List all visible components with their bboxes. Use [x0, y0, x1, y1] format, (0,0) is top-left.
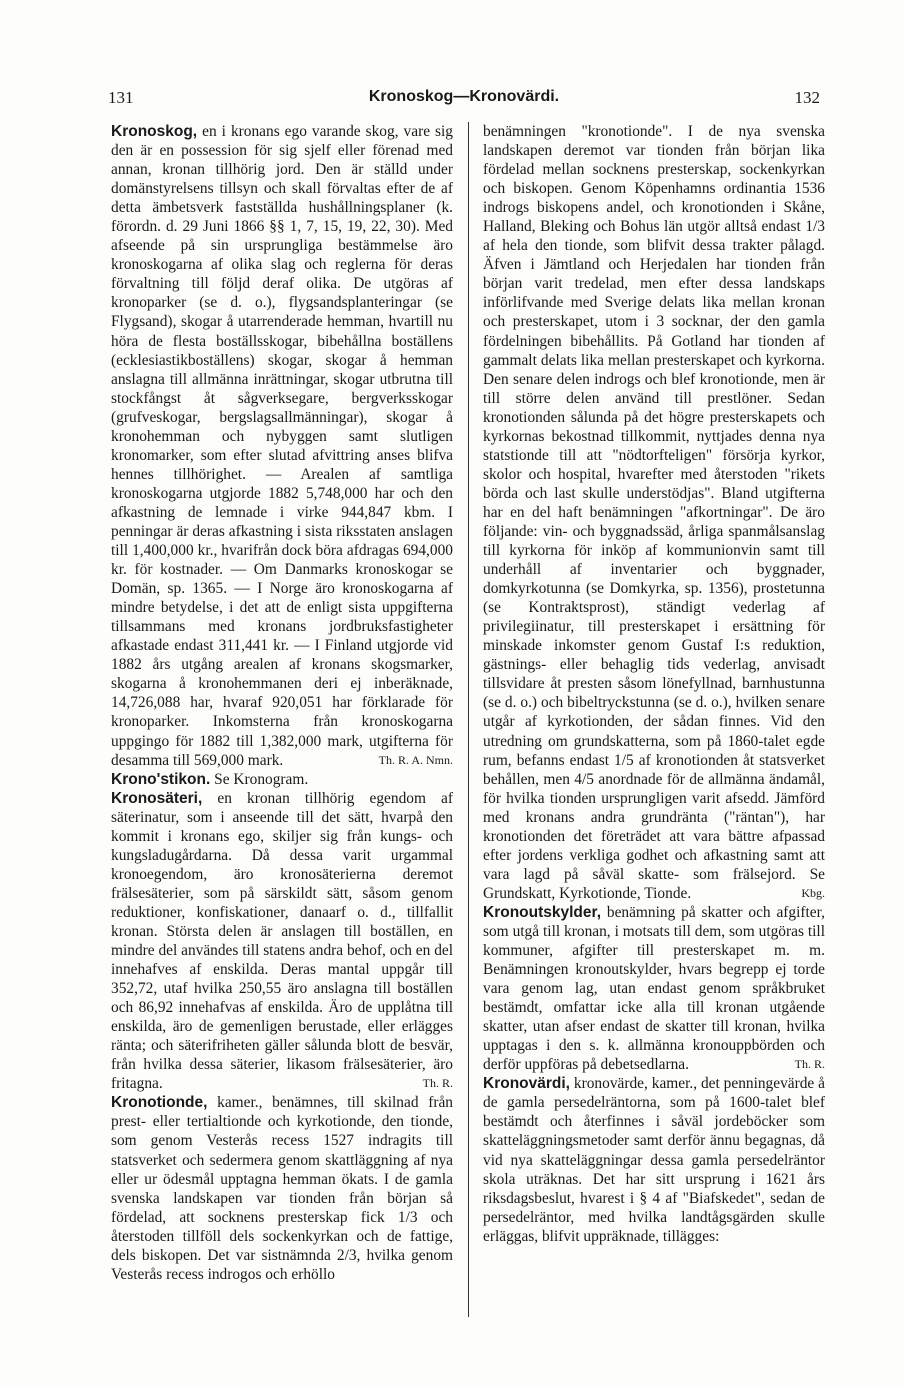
left-column [111, 122, 453, 1284]
entry-text: en i kronans ego varande skog, vare sig den är en possession för sig sjelf eller förenad med annan, kronan tillhörig jord. Den är ställd under domänstyrelsens tillsyn och skall förvaltas efter de af detta ämbetsverk fastställda hushållningsplaner (k. förordn. d. 29 Juni 1866 §§ 1, 7, 15, 19, 22, 30). Med afseende på sin ursprungliga bestämmelse äro kronoskogarna af olika slag och reglerna för deras förvaltning till följd deraf olika. De utgöras af kronoparker (se d. o.), flygsandsplanteringar (se Flygsand), skogar å utarrenderade hemman, hvartill nu höra de flesta boställsskogar, bibehållna boställens (ecklesiastikboställens) skogar, skogar å hemman anslagna till allmänna inrättningar, skogar utbrutna till stockfångst åt sågverksegare, bergverksskogar (grufveskogar, bergslagsallmänningar), skogar å kronohemman och nybyggen samt slutligen kronomarker, som efter slutad afvittring anses blifva hennes tillhörighet. — Arealen af samtliga kronoskogarna utgjorde 1882 5,748,000 har och den afkastning de lemnade i virke 944,847 kbm. I penningar är deras afkastning i sista riksstaten anslagen till 1,400,000 kr., hvarifrån dock böra afdragas 694,000 kr. för kostnader. — Om Danmarks kronoskogar se Domän, sp. 1365. — I Norge äro kronoskogarna af mindre betydelse, i det att de enligt sista uppgifterna tillsammans med kronans jordbruksfastigheter afkastade endast 311,441 kr. — I Finland utgjorde vid 1882 års utgång arealen af kronans skogsmarker, skogarna å kronohemmanen deri ej inberäknade, 14,726,088 har, hvaraf 920,051 har förklarade för kronoparker. Inkomsterna från kronoskogarna uppgingo för 1882 till 1,382,000 mark, utgifterna för desamma till 569,000 mark. [111, 123, 453, 769]
author-signature: Th. R. A. Nmn. [378, 752, 453, 767]
entry-text: benämning på skatter och afgifter, som utgå till kronan, i motsats till dem, som utgöras till kommuner, afgifter till presterskapet m. m. Benämningen kronoutskylder, hvars begrepp ej torde vara genom lag, utan endast genom språkbruket bestämdt, omfattar icke alla till kronan utgående skatter, utan afser endast de skatter till kronan, hvilka upptagas i den s. k. allmänna kronouppbörden och derför uppföras på debetsedlarna. [483, 903, 825, 1074]
entry-kronoskog [111, 122, 453, 770]
entry-text: kamer., benämnes, till skilnad från prest- eller tertialtionde och kyrkotionde, den tionde, som genom Vesterås recess 1527 indragits till statsverket och sedermera genom skattläggning af nya eller ur ödesmål upptagna hemman ökats. I de gamla svenska landskapen var tionden från början så fördelad, att socknens presterskap fick 1/3 och återstoden tillföll dels sockenkyrkan och de fattige, dels biskopen. Det var sistnämnda 2/3, hvilka genom Vesterås recess indrogos och erhöllo [111, 1094, 453, 1283]
entry-kronosateri [111, 789, 453, 1094]
headword-kronotionde: Kronotionde, [111, 1094, 208, 1112]
right-column [483, 122, 825, 1246]
author-signature: Kbg. [801, 885, 825, 900]
entry-text: Se Kronogram. [214, 770, 309, 788]
page-number-left: 131 [108, 88, 134, 107]
entry-text: en kronan tillhörig egendom af säterinatur, som i anseende till det sätt, hvarpå den kommit i kronans ego, skiljer sig från kungs- och kungsladugårdarna. Då dessa varit urgammal kronoegendom, äro kronosäterierna deremot frälsesäterier, som på särskildt sätt, såsom genom reduktioner, konfiskationer, danaarf o. d., tillfallit kronan. Största delen är anslagen till boställen, en mindre del användes till statens andra behof, och en del innehafves af enskilda. Deras mantal uppgår till 352,72, utaf hvilka 250,55 äro anslagna till boställen och 86,92 innehafvas af enskilda. Äro de upplåtna till enskilda, äro de gemenligen berustade, eller erlägges ränta; och säterifriheten gäller sålunda blott de besvär, från hvilka dessa säterier, likasom frälsesäterier, äro fritagna. [111, 789, 453, 1093]
headword-kronoskog: Kronoskog, [111, 123, 198, 140]
page-number-right: 132 [794, 88, 820, 107]
entry-kronotionde [111, 1093, 453, 1283]
entry-text: kronovärde, kamer., det penningevärde å de gamla persedelräntorna, som på 1600-talet blef bestämdt och återfinnes i såväl jordeböcker som skatteläggningsmetoder samt derför ännu begagnas, då vid nya skatteläggningar dessa gamla persedelräntor skola uträknas. Det har sitt ursprung i 1621 års riksdagsbeslut, hvarest i § 4 af "Biafskedet", sedan de persedelräntor, med hvilka landtågsgärden skulle erläggas, blifvit uppräknade, tillägges: [483, 1075, 825, 1245]
author-signature: Th. R. [422, 1076, 453, 1091]
headword-kronoutskylder: Kronoutskylder, [483, 903, 601, 921]
entry-kronotionde-continued [483, 122, 825, 903]
entry-kronovardi [483, 1074, 825, 1245]
entry-kronoutskylder [483, 903, 825, 1074]
entry-kronostikon [111, 770, 453, 789]
author-signature: Th. R. [794, 1057, 825, 1072]
entry-text: benämningen "kronotionde". I de nya svenska landskapen deremot var tionden från början lika fördelad mellan socknens presterskap, sockenkyrkan och biskopen. Genom Köpenhamns ordinantia 1536 indrogs biskopens andel, och kronotionden i Skåne, Halland, Bleking och Bohus län utgör alltså endast 1/3 af hela den tionde, som blifvit dessa trakter pålagd. Äfven i Jämtland och Herjedalen har tionden från början varit tredelad, men efter dessa landskaps införlifvande med Sverige delats lika mellan kronan och presterskapet, utom i 3 socknar, der den gamla fördelningen bibehållits. På Gotland har tionden af gammalt delats lika mellan presterskapet och kyrkorna. Den senare delen indrogs och blef kronotionde, men är till större delen använd till prestlöner. Sedan kronotionden sålunda på det högre presterskapets och kyrkornas bekostnad tillkommit, nyttjades denna nya statstionde till att "nödtorfteligen" försörja kyrkor, skolor och hospital, hvarefter med återstoden "rikets börda och last skulle understödjas". Bland utgifterna har en del haft benämningen "afkortningar". De äro följande: vin- och byggnadssäd, årliga spanmålsanslag till kyrkorna för inköp af kommunionvin samt till underhåll af inventarier och byggnader, domkyrkotunna (se Domkyrka, sp. 1356), prostetunna (se Kontraktsprost), ständigt vederlag af privilegiinatur, till presterskapet i ersättning för minskade inkomster genom Gustaf I:s reduktion, gästnings- eller behaglig tids vederlag, anvisadt tillsvidare åt presten såsom lönefyllnad, barnhustunna (se d. o.) och bibeltryckstunna (se d. o.), hvilken senare utgår af kyrkotionden, der sådan finnes. Vid den utredning om grundskatterna, som på 1860-talet egde rum, befanns endast 1/5 af kronotionden åt statsverket behållen, men 4/5 anordnade för de allmänna ändamål, för hvilka tionden ursprungligen varit afsedd. Jämförd med kronans andra grundränta ("räntan"), har kronotionden det företrädet att vara bättre afpassad efter jordens verkliga godhet och afkastning samt att vara lagd på såväl skatte- som frälsejord. Se Grundskatt, Kyrkotionde, Tionde. [483, 123, 825, 902]
headword-kronostikon: Krono'stikon. [111, 770, 211, 788]
page-header [108, 88, 820, 112]
running-title: Kronoskog—Kronovärdi. [368, 88, 560, 105]
headword-kronosateri: Kronosäteri, [111, 789, 203, 807]
column-divider [468, 122, 469, 1317]
headword-kronovardi: Kronovärdi, [483, 1075, 570, 1093]
